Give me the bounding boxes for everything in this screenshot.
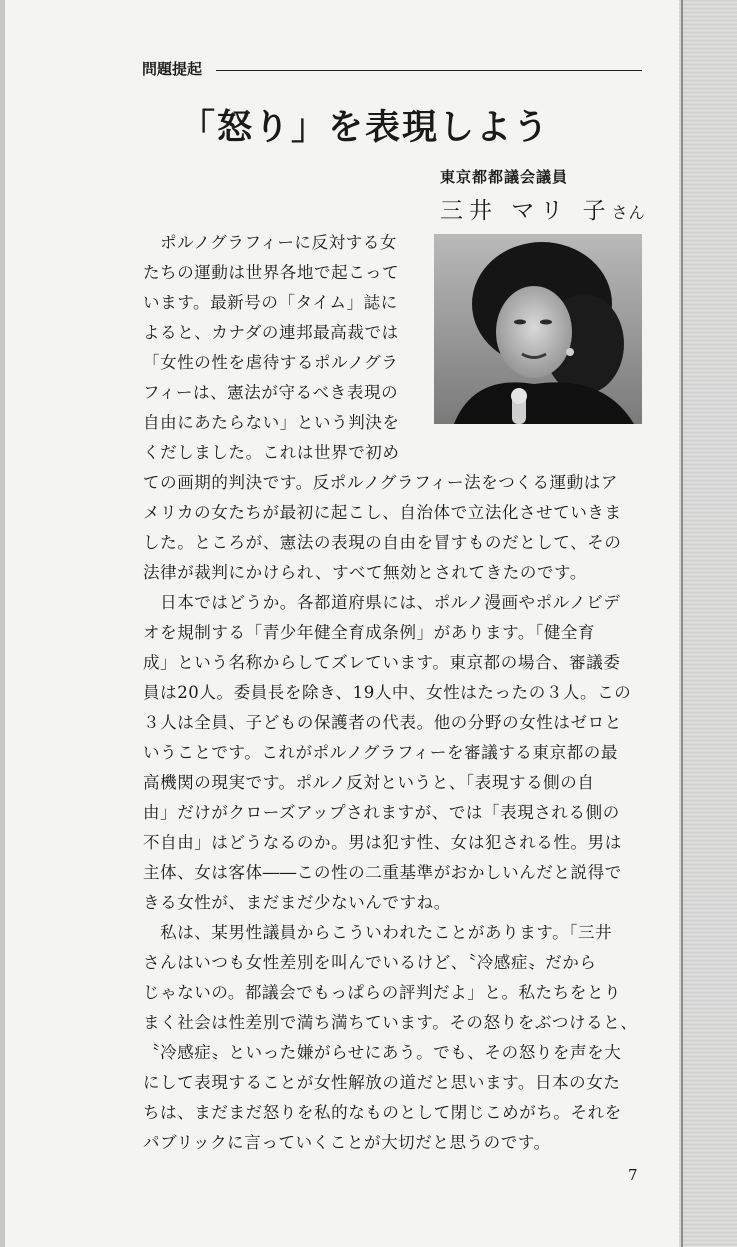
body-line: メリカの女たちが最初に起こし、自治体で立法化させていきま — [143, 503, 622, 522]
body-line: たちの運動は世界各地で起こって — [143, 263, 400, 282]
body-line: さんはいつも女性差別を叫んでいるけど、〝冷感症〟だから — [143, 953, 597, 972]
body-line: 主体、女は客体――この性の二重基準がおかしいんだと説得で — [143, 863, 622, 882]
body-line: パブリックに言っていくことが大切だと思うのです。 — [143, 1133, 551, 1152]
article-title: 「怒り」を表現しよう — [180, 107, 551, 148]
body-line: まく社会は性差別で満ち満ちています。その怒りをぶつけると、 — [143, 1013, 638, 1032]
section-rule — [216, 70, 642, 71]
body-line: 員は20人。委員長を除き、19人中、女性はたったの３人。この — [143, 683, 632, 702]
body-line: きる女性が、まだまだ少ないんですね。 — [143, 893, 451, 912]
body-line: 私は、某男性議員からこういわれたことがあります。「三井 — [143, 923, 613, 942]
body-line: 法律が裁判にかけられ、すべて無効とされてきたのです。 — [143, 563, 587, 582]
body-line: 自由にあたらない」という判決を — [143, 413, 400, 432]
page-number: 7 — [628, 1166, 638, 1184]
scan-left-edge — [0, 0, 5, 1247]
body-line: 不自由」はどうなるのか。男は犯す性、女は犯される性。男は — [143, 833, 622, 852]
body-line: じゃないの。都議会でもっぱらの評判だよ」と。私たちをとり — [143, 983, 622, 1002]
author-byline — [440, 192, 646, 225]
section-header — [142, 60, 642, 82]
body-line: した。ところが、憲法の表現の自由を冒すものだとして、その — [143, 533, 622, 552]
body-line: 高機関の現実です。ポルノ反対というと、「表現する側の自 — [143, 773, 595, 792]
scan-right-edge — [681, 0, 683, 1247]
author-affiliation: 東京都都議会議員 — [440, 168, 569, 186]
body-line: よると、カナダの連邦最高裁では — [143, 323, 399, 342]
author-honorific: さん — [611, 203, 646, 222]
body-line: オを規制する「青少年健全育成条例」があります。「健全育 — [143, 623, 596, 642]
body-line: 日本ではどうか。各都道府県には、ポルノ漫画やポルノビデ — [143, 593, 621, 612]
section-label: 問題提起 — [142, 60, 203, 78]
scan-binding-shadow — [679, 0, 737, 1247]
body-line: ちは、まだまだ怒りを私的なものとして閉じこめがち。それを — [143, 1103, 622, 1122]
body-line: います。最新号の「タイム」誌に — [143, 293, 398, 312]
body-line: 〝冷感症〟といった嫌がらせにあう。でも、その怒りを声を大 — [143, 1043, 622, 1062]
body-line: フィーは、憲法が守るべき表現の — [143, 383, 399, 402]
body-line: 「女性の性を虐待するポルノグラ — [143, 353, 399, 372]
body-line: ての画期的判決です。反ポルノグラフィー法をつくる運動はア — [143, 473, 619, 492]
body-line: ポルノグラフィーに反対する女 — [143, 233, 398, 252]
body-line: にして表現することが女性解放の道だと思います。日本の女た — [143, 1073, 621, 1092]
body-line: いうことです。これがポルノグラフィーを審議する東京都の最 — [143, 743, 619, 762]
body-line: 成」という名称からしてズレています。東京都の場合、審議委 — [143, 653, 621, 672]
author-name: 三井 マリ 子 — [440, 198, 612, 224]
portrait-image — [434, 234, 642, 424]
body-line: 由」だけがクローズアップされますが、では「表現される側の — [143, 803, 620, 822]
author-photo — [434, 234, 642, 424]
body-line: くだしました。これは世界で初め — [143, 443, 400, 462]
body-line: ３人は全員、子どもの保護者の代表。他の分野の女性はゼロと — [143, 713, 622, 732]
